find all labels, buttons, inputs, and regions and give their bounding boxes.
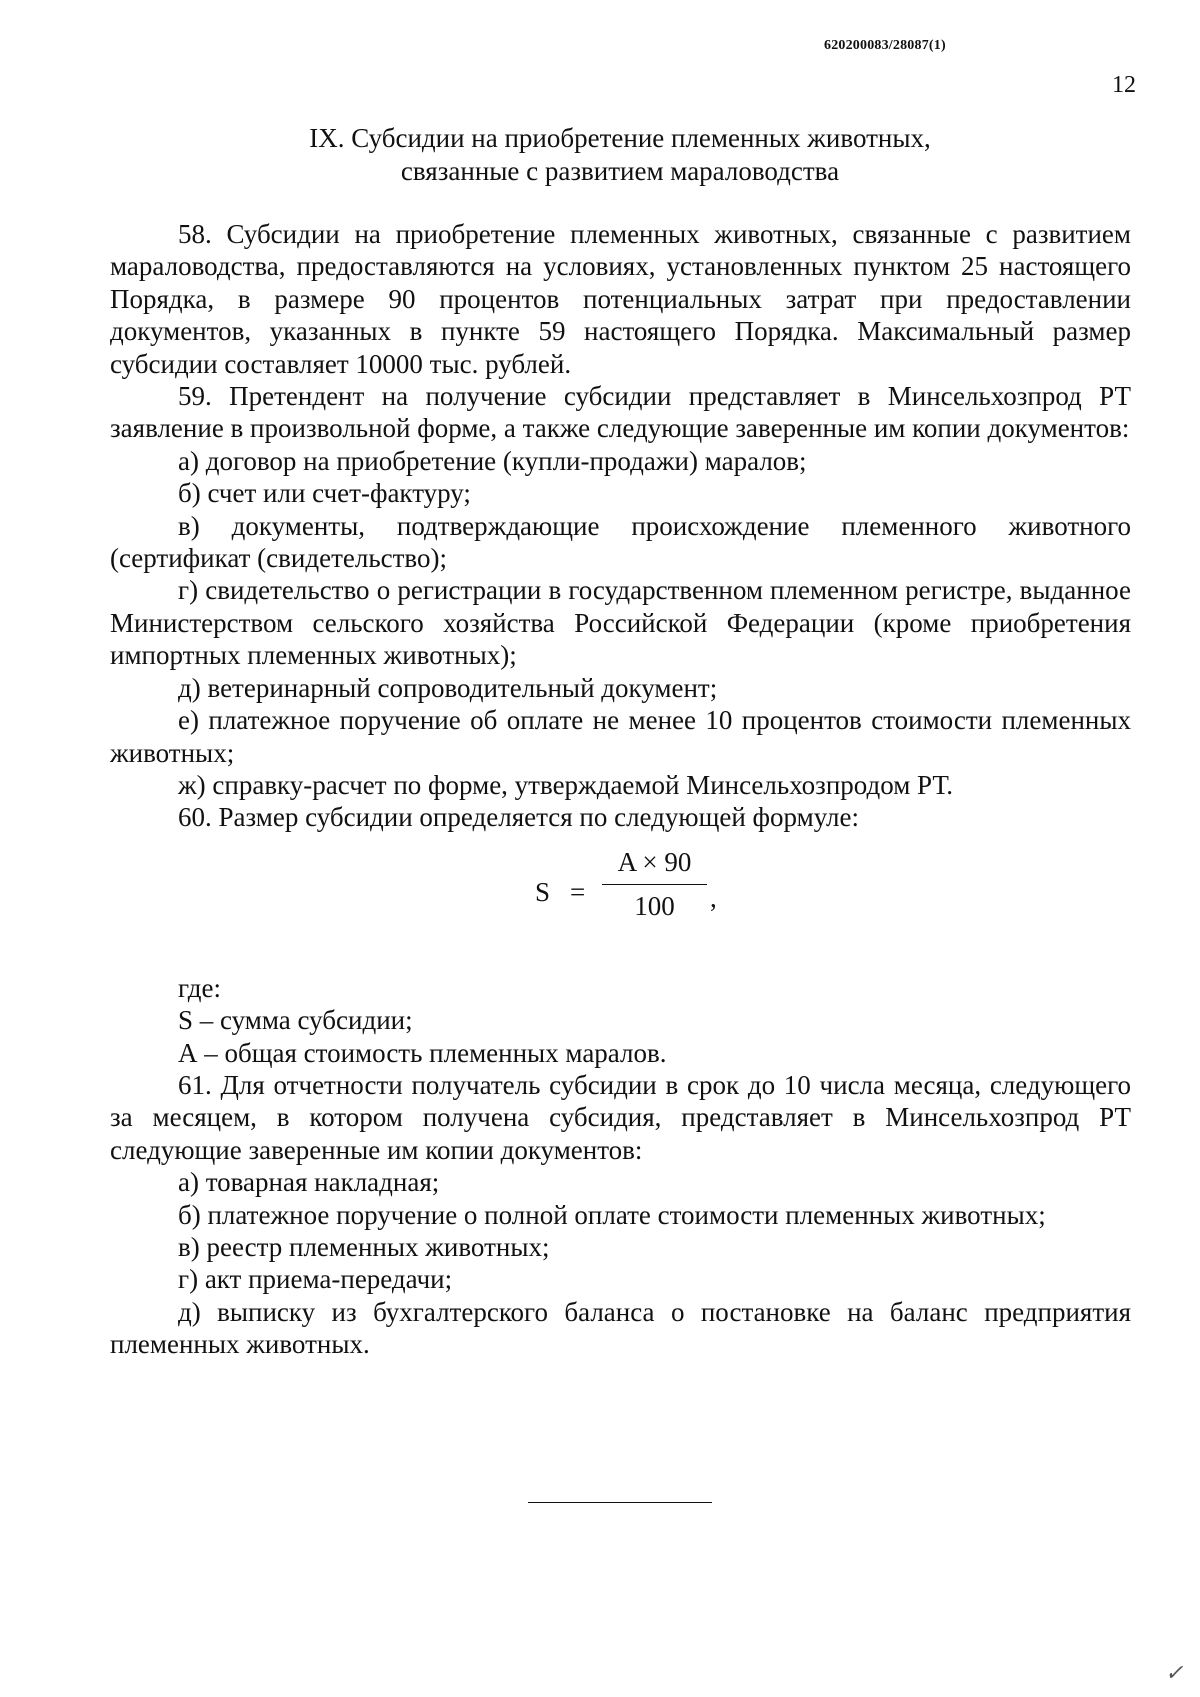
where-label: где: xyxy=(178,972,221,1003)
formula-lhs: S xyxy=(535,876,551,907)
end-divider xyxy=(528,1502,712,1503)
page-number: 12 xyxy=(1112,72,1136,98)
list-item-59-e: е) платежное поручение об оплате не менее 10 процентов стоимости племенных животных; xyxy=(110,705,1131,768)
list-item-59-d: д) ветеринарный сопроводительный документ; xyxy=(178,672,718,703)
section-title-line2: связанные с развитием мараловодства xyxy=(400,156,840,186)
paragraph-59: 59. Претендент на получение субсидии представляет в Минсельхозпрод РТ заявление в произвольной форме, а также следующие заверенные им копии документов: xyxy=(110,381,1131,444)
list-item-59-zh: ж) справку-расчет по форме, утверждаемой Минсельхозпродом РТ. xyxy=(178,769,953,800)
section-title xyxy=(110,122,1130,188)
formula-comma: , xyxy=(710,882,717,913)
list-item-59-g: г) свидетельство о регистрации в государственном племенном регистре, выданное Министерством сельского хозяйства Российской Федерации (кроме приобретения импортных племенных животных); xyxy=(110,575,1131,671)
formula-fraction-line xyxy=(602,884,707,885)
list-item-61-g: г) акт приема-передачи; xyxy=(178,1264,453,1295)
list-item-61-d: д) выписку из бухгалтерского баланса о постановке на баланс предприятия племенных животных. xyxy=(110,1296,1131,1360)
list-item-61-v: в) реестр племенных животных; xyxy=(178,1231,550,1262)
paragraph-58: 58. Субсидии на приобретение племенных животных, связанные с развитием мараловодства, предоставляются на условиях, установленных пунктом 25 настоящего Порядка, в размере 90 процентов потенциальных затрат при предоставлении документов, указанных в пункте 59 настоящего Порядка. Максимальный размер субсидии составляет 10000 тыс. рублей. xyxy=(110,219,1131,379)
list-item-61-a: а) товарная накладная; xyxy=(178,1167,440,1198)
definition-a: А – общая стоимость племенных маралов. xyxy=(178,1037,667,1068)
list-item-61-b: б) платежное поручение о полной оплате стоимости племенных животных; xyxy=(178,1199,1046,1230)
formula-numerator: A × 90 xyxy=(617,846,692,877)
subsidy-formula xyxy=(110,846,1131,958)
document-body xyxy=(110,218,1131,1361)
formula-denominator: 100 xyxy=(634,890,675,921)
signature-mark: ✓ xyxy=(1165,1660,1184,1685)
document-id: 620200083/28087(1) xyxy=(824,38,946,53)
paragraph-61: 61. Для отчетности получатель субсидии в срок до 10 числа месяца, следующего за месяцем, в котором получена субсидия, представляет в Минсельхозпрод РТ следующие заверенные им копии документов: xyxy=(110,1069,1131,1165)
paragraph-60: 60. Размер субсидии определяется по следующей формуле: xyxy=(178,802,859,833)
list-item-59-v: в) документы, подтверждающие происхождение племенного животного (сертификат (свидетельство); xyxy=(110,510,1131,574)
list-item-59-a: а) договор на приобретение (купли-продажи) маралов; xyxy=(178,445,807,476)
definition-s: S – сумма субсидии; xyxy=(178,1005,413,1036)
formula-equals: = xyxy=(570,876,586,907)
section-title-line1: IX. Субсидии на приобретение племенных животных, xyxy=(309,123,931,153)
list-item-59-b: б) счет или счет-фактуру; xyxy=(178,478,471,509)
